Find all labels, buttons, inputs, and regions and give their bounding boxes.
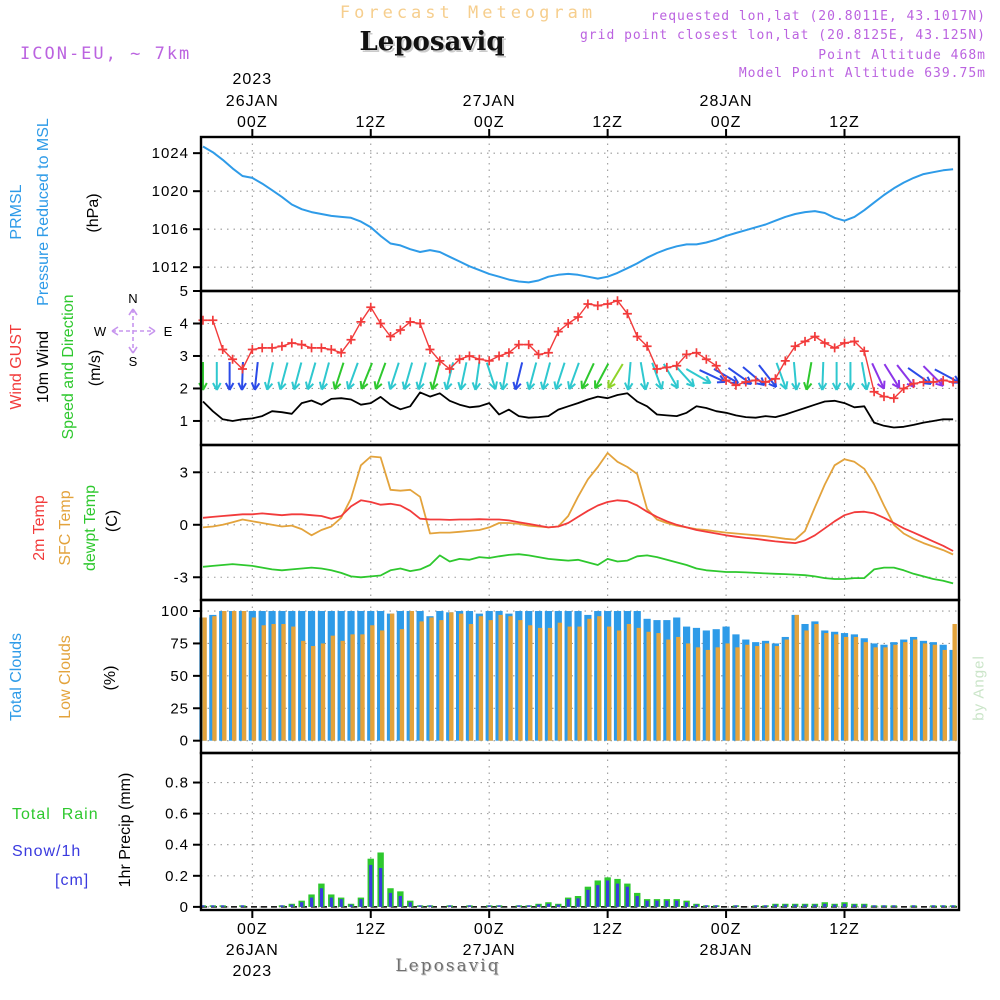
svg-text:12Z: 12Z: [355, 921, 387, 938]
station-title: Leposaviq: [359, 27, 505, 57]
svg-text:3: 3: [179, 464, 189, 482]
ylabel-speed-direction: Speed and Direction: [60, 294, 77, 440]
svg-text:0.6: 0.6: [165, 805, 189, 823]
grid-point-coords: grid point closest lon,lat (20.8125E, 43.125N): [579, 28, 986, 43]
svg-text:2: 2: [179, 380, 189, 398]
svg-text:W: W: [93, 324, 107, 339]
svg-text:5: 5: [179, 283, 189, 300]
ylabel-2m-temp: 2m Temp: [31, 495, 48, 561]
svg-text:28JAN: 28JAN: [699, 93, 753, 110]
svg-text:1012: 1012: [151, 259, 189, 277]
svg-text:28JAN: 28JAN: [699, 942, 753, 959]
svg-text:1: 1: [179, 412, 189, 430]
ylabel-wind-gust: Wind GUST: [8, 324, 25, 410]
ylabel-hpa: (hPa): [85, 193, 102, 233]
svg-text:0: 0: [179, 732, 189, 750]
svg-text:4: 4: [179, 315, 189, 333]
svg-text:0.8: 0.8: [165, 774, 189, 792]
watermark: by Angel: [970, 655, 988, 721]
svg-text:2023: 2023: [232, 71, 273, 88]
svg-text:3: 3: [179, 347, 189, 365]
svg-text:25: 25: [170, 700, 189, 718]
ylabel-ms: (m/s): [87, 349, 104, 387]
ylabel-pressure-long: Pressure Reduced to MSL: [35, 118, 52, 306]
svg-text:12Z: 12Z: [829, 114, 860, 131]
svg-text:1016: 1016: [151, 221, 189, 239]
footer-station: Leposaviq: [395, 956, 501, 976]
svg-text:0.4: 0.4: [165, 836, 189, 854]
svg-text:N: N: [128, 291, 138, 306]
svg-text:12Z: 12Z: [829, 921, 860, 938]
requested-coords: requested lon,lat (20.8011E, 43.1017N): [650, 9, 986, 24]
svg-text:S: S: [128, 354, 138, 369]
svg-text:00Z: 00Z: [710, 114, 742, 131]
point-altitude: Point Altitude 468m: [818, 48, 986, 63]
svg-text:00Z: 00Z: [237, 921, 268, 938]
ylabel-total-clouds: Total Clouds: [8, 632, 25, 722]
ylabel-low-clouds: Low Clouds: [57, 635, 74, 719]
svg-text:27JAN: 27JAN: [462, 93, 516, 110]
compass-icon: [112, 309, 155, 353]
svg-text:00Z: 00Z: [473, 114, 505, 131]
svg-text:12Z: 12Z: [592, 114, 623, 131]
svg-text:0.2: 0.2: [165, 867, 189, 885]
panel-precip: [165, 753, 959, 980]
ylabel-precip: 1hr Precip (mm): [117, 772, 134, 888]
panel-wind: [180, 283, 960, 445]
svg-text:50: 50: [170, 667, 189, 685]
panel-pressure: [152, 71, 959, 291]
svg-text:-3: -3: [173, 569, 189, 587]
svg-text:0: 0: [179, 516, 189, 534]
ylabel-percent: (%): [102, 665, 119, 691]
svg-text:27JAN: 27JAN: [462, 942, 516, 959]
plot-title: Forecast Meteogram: [339, 3, 597, 23]
svg-text:12Z: 12Z: [355, 114, 387, 131]
ylabel-celsius: (C): [104, 509, 121, 533]
svg-text:100: 100: [160, 603, 189, 621]
svg-text:2023: 2023: [232, 963, 273, 980]
ylabel-dewpt-temp: dewpt Temp: [82, 485, 99, 571]
svg-text:26JAN: 26JAN: [225, 93, 279, 110]
legend-cm: [cm]: [55, 872, 90, 889]
legend-snow-1h: Snow/1h: [12, 843, 82, 860]
model-point-altitude: Model Point Altitude 639.75m: [738, 66, 986, 81]
model-name: ICON-EU, ~ 7km: [20, 44, 192, 64]
svg-text:1024: 1024: [151, 145, 189, 163]
legend-total-rain: Total Rain: [12, 806, 99, 823]
svg-text:00Z: 00Z: [473, 921, 505, 938]
ylabel-sfc-temp: SFC Temp: [57, 490, 74, 566]
svg-text:E: E: [163, 324, 173, 339]
svg-text:00Z: 00Z: [710, 921, 742, 938]
svg-text:1020: 1020: [151, 183, 189, 201]
svg-text:26JAN: 26JAN: [225, 942, 279, 959]
svg-text:00Z: 00Z: [237, 114, 268, 131]
svg-text:12Z: 12Z: [592, 921, 623, 938]
svg-text:75: 75: [170, 635, 189, 653]
panel-temperature: [174, 445, 959, 600]
ylabel-prmsl: PRMSL: [8, 184, 25, 240]
svg-text:0: 0: [179, 898, 189, 916]
panel-clouds: [161, 600, 959, 753]
ylabel-10m-wind: 10m Wind: [35, 330, 52, 404]
